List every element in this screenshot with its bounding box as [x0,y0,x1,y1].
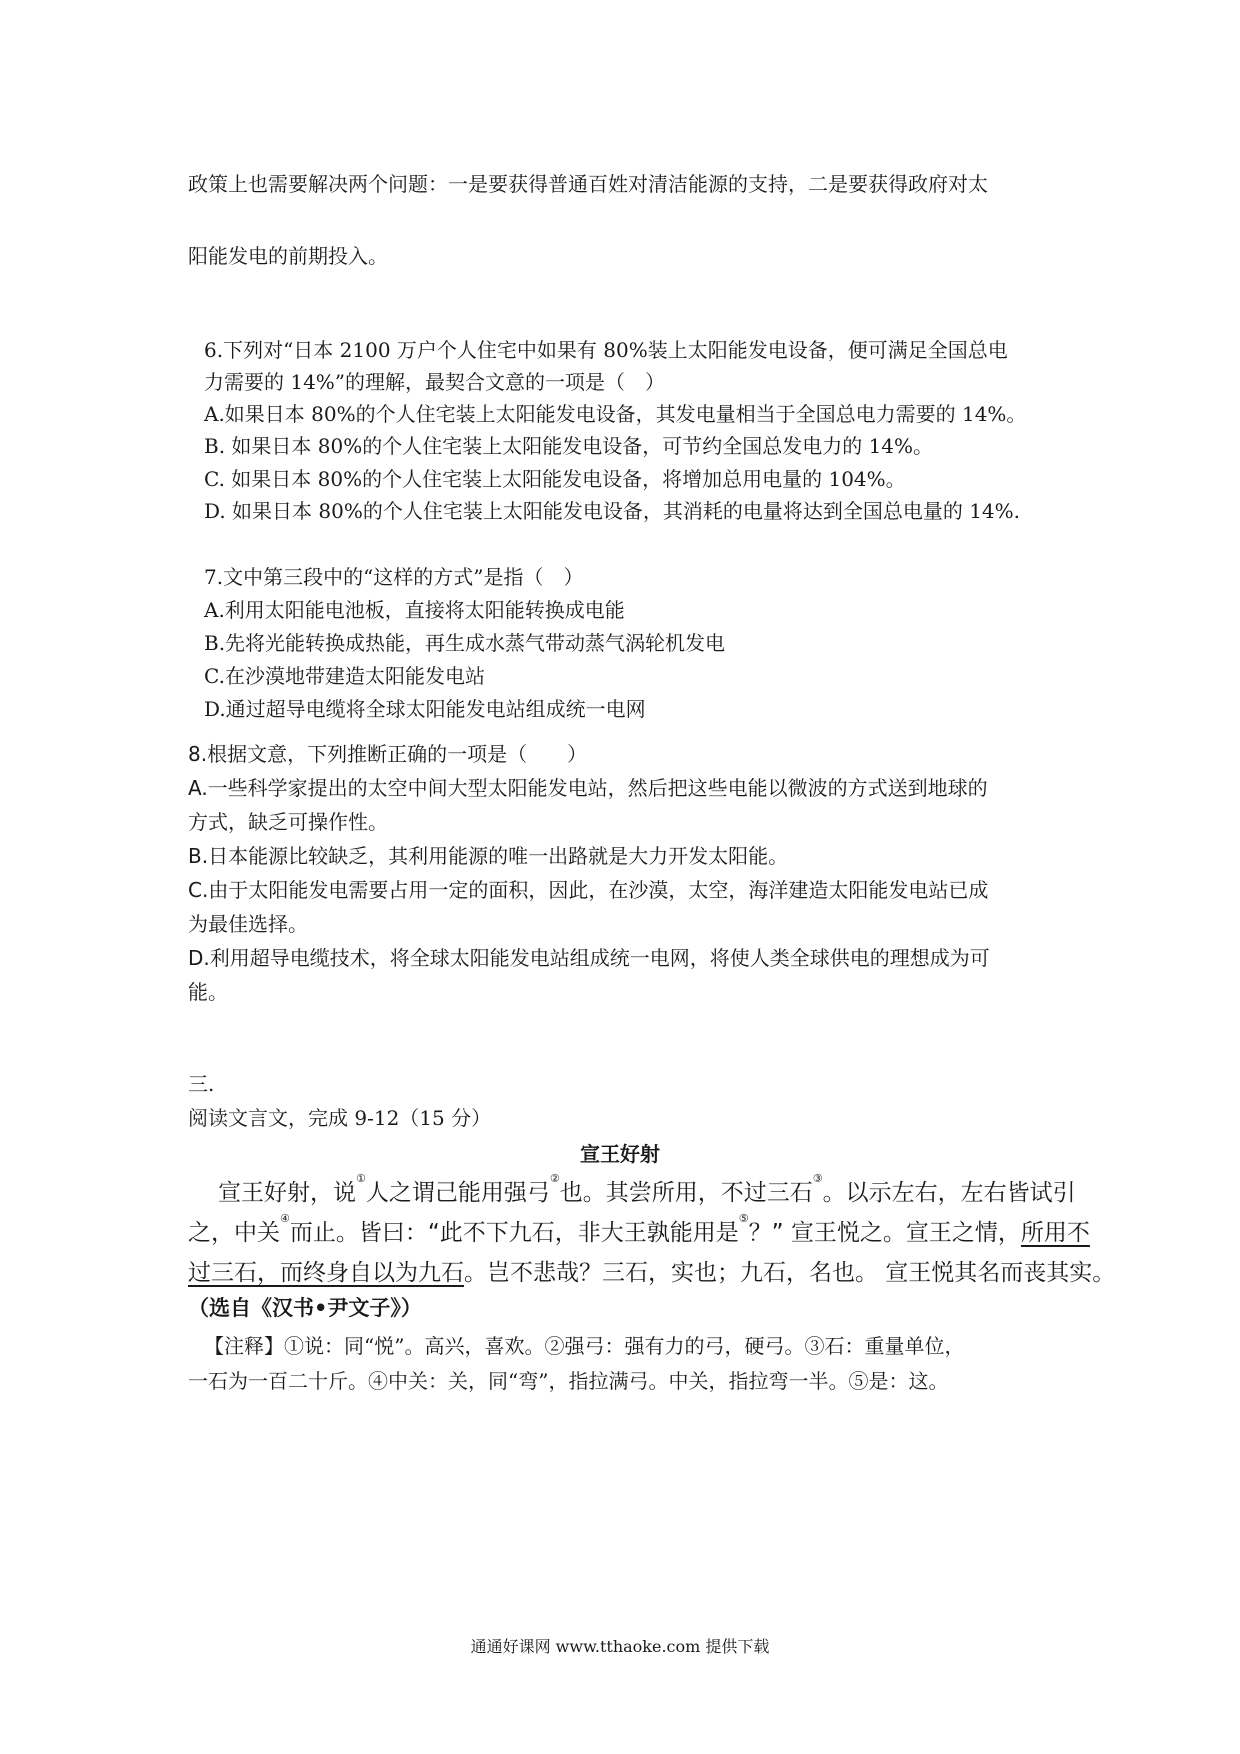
section-instruction: 阅读文言文，完成 9-12（15 分） [188,1106,492,1130]
passage-text: ？” 宣王悦之。宣王之情， [748,1220,1021,1246]
intro-line-2: 阳能发电的前期投入。 [188,244,388,268]
footnote-marker: ⑤ [738,1212,749,1225]
q7-stem: 7.文中第三段中的“这样的方式”是指（ ） [204,565,584,589]
q6-stem-line-2: 力需要的 14%”的理解，最契合文意的一项是（ ） [204,370,666,394]
q7-option-d: D.通过超导电缆将全球太阳能发电站组成统一电网 [204,697,646,721]
passage-line-2 [188,1214,1090,1247]
footnote-marker: ③ [812,1172,823,1185]
footnote-marker: ④ [280,1212,290,1225]
q8-option-c-line-1: C.由于太阳能发电需要占用一定的面积，因此，在沙漠，太空，海洋建造太阳能发电站已成 [188,878,989,902]
passage-line-1 [218,1174,1076,1207]
q8-option-d-line-1: D.利用超导电缆技术，将全球太阳能发电站组成统一电网，将使人类全球供电的理想成为可 [188,946,990,970]
q7-option-a: A.利用太阳能电池板，直接将太阳能转换成电能 [204,598,625,622]
q7-option-b: B.先将光能转换成热能，再生成水蒸气带动蒸气涡轮机发电 [204,631,726,655]
notes-line-1: 【注释】①说：同“悦”。高兴，喜欢。②强弓：强有力的弓，硬弓。③石：重量单位， [204,1334,965,1358]
q6-option-d: D. 如果日本 80%的个人住宅装上太阳能发电设备，其消耗的电量将达到全国总电量的 14%. [204,499,1021,523]
footnote-marker: ② [549,1172,560,1185]
passage-title: 宣王好射 [580,1142,660,1166]
intro-line-1: 政策上也需要解决两个问题：一是要获得普通百姓对清洁能源的支持，二是要获得政府对太 [188,172,988,196]
notes-line-2: 一石为一百二十斤。④中关：关，同“弯”，指拉满弓。中关，指拉弯一半。⑤是：这。 [188,1369,949,1393]
q7-option-c: C.在沙漠地带建造太阳能发电站 [204,664,485,688]
passage-text: 。岂不悲哉？三石，实也；九石，名也。 宣王悦其名而丧其实。 [464,1260,1116,1286]
q8-option-c-line-2: 为最佳选择。 [188,912,308,936]
passage-text: 也。其尝所用，不过三石 [559,1180,813,1206]
passage-text: 宣王好射，说 [218,1180,356,1206]
passage-text: 之，中关 [188,1220,280,1246]
q6-option-c: C. 如果日本 80%的个人住宅装上太阳能发电设备，将增加总用电量的 104%。 [204,467,906,491]
q6-stem-line-1: 6.下列对“日本 2100 万户个人住宅中如果有 80%装上太阳能发电设备，便可满足全国总电 [204,338,1008,362]
q6-option-a: A.如果日本 80%的个人住宅装上太阳能发电设备，其发电量相当于全国总电力需要的 14%。 [204,402,1027,426]
section-number: 三. [188,1072,215,1096]
q8-option-d-line-2: 能。 [188,980,228,1004]
passage-source: （选自《汉书•尹文子》） [188,1296,422,1320]
q8-option-b: B.日本能源比较缺乏，其利用能源的唯一出路就是大力开发太阳能。 [188,844,789,868]
passage-text: 。以示左右，左右皆试引 [822,1180,1076,1206]
underlined-sentence: 过三石，而终身自以为九石 [188,1260,464,1286]
q8-stem: 8.根据文意，下列推断正确的一项是（ ） [188,742,588,766]
q8-option-a-line-1: A.一些科学家提出的太空中间大型太阳能发电站，然后把这些电能以微波的方式送到地球的 [188,776,988,800]
footnote-marker: ① [356,1172,366,1185]
passage-text: 人之谓己能用强弓 [365,1180,550,1206]
passage-text: 而止。皆曰：“此不下九石，非大王孰能用是 [289,1220,739,1246]
page-footer: 通通好课网 www.tthaoke.com 提供下载 [470,1637,770,1656]
q6-option-b: B. 如果日本 80%的个人住宅装上太阳能发电设备，可节约全国总发电力的 14%。 [204,434,934,458]
passage-line-3 [188,1254,1115,1287]
q8-option-a-line-2: 方式，缺乏可操作性。 [188,810,388,834]
underlined-sentence: 所用不 [1020,1220,1090,1246]
